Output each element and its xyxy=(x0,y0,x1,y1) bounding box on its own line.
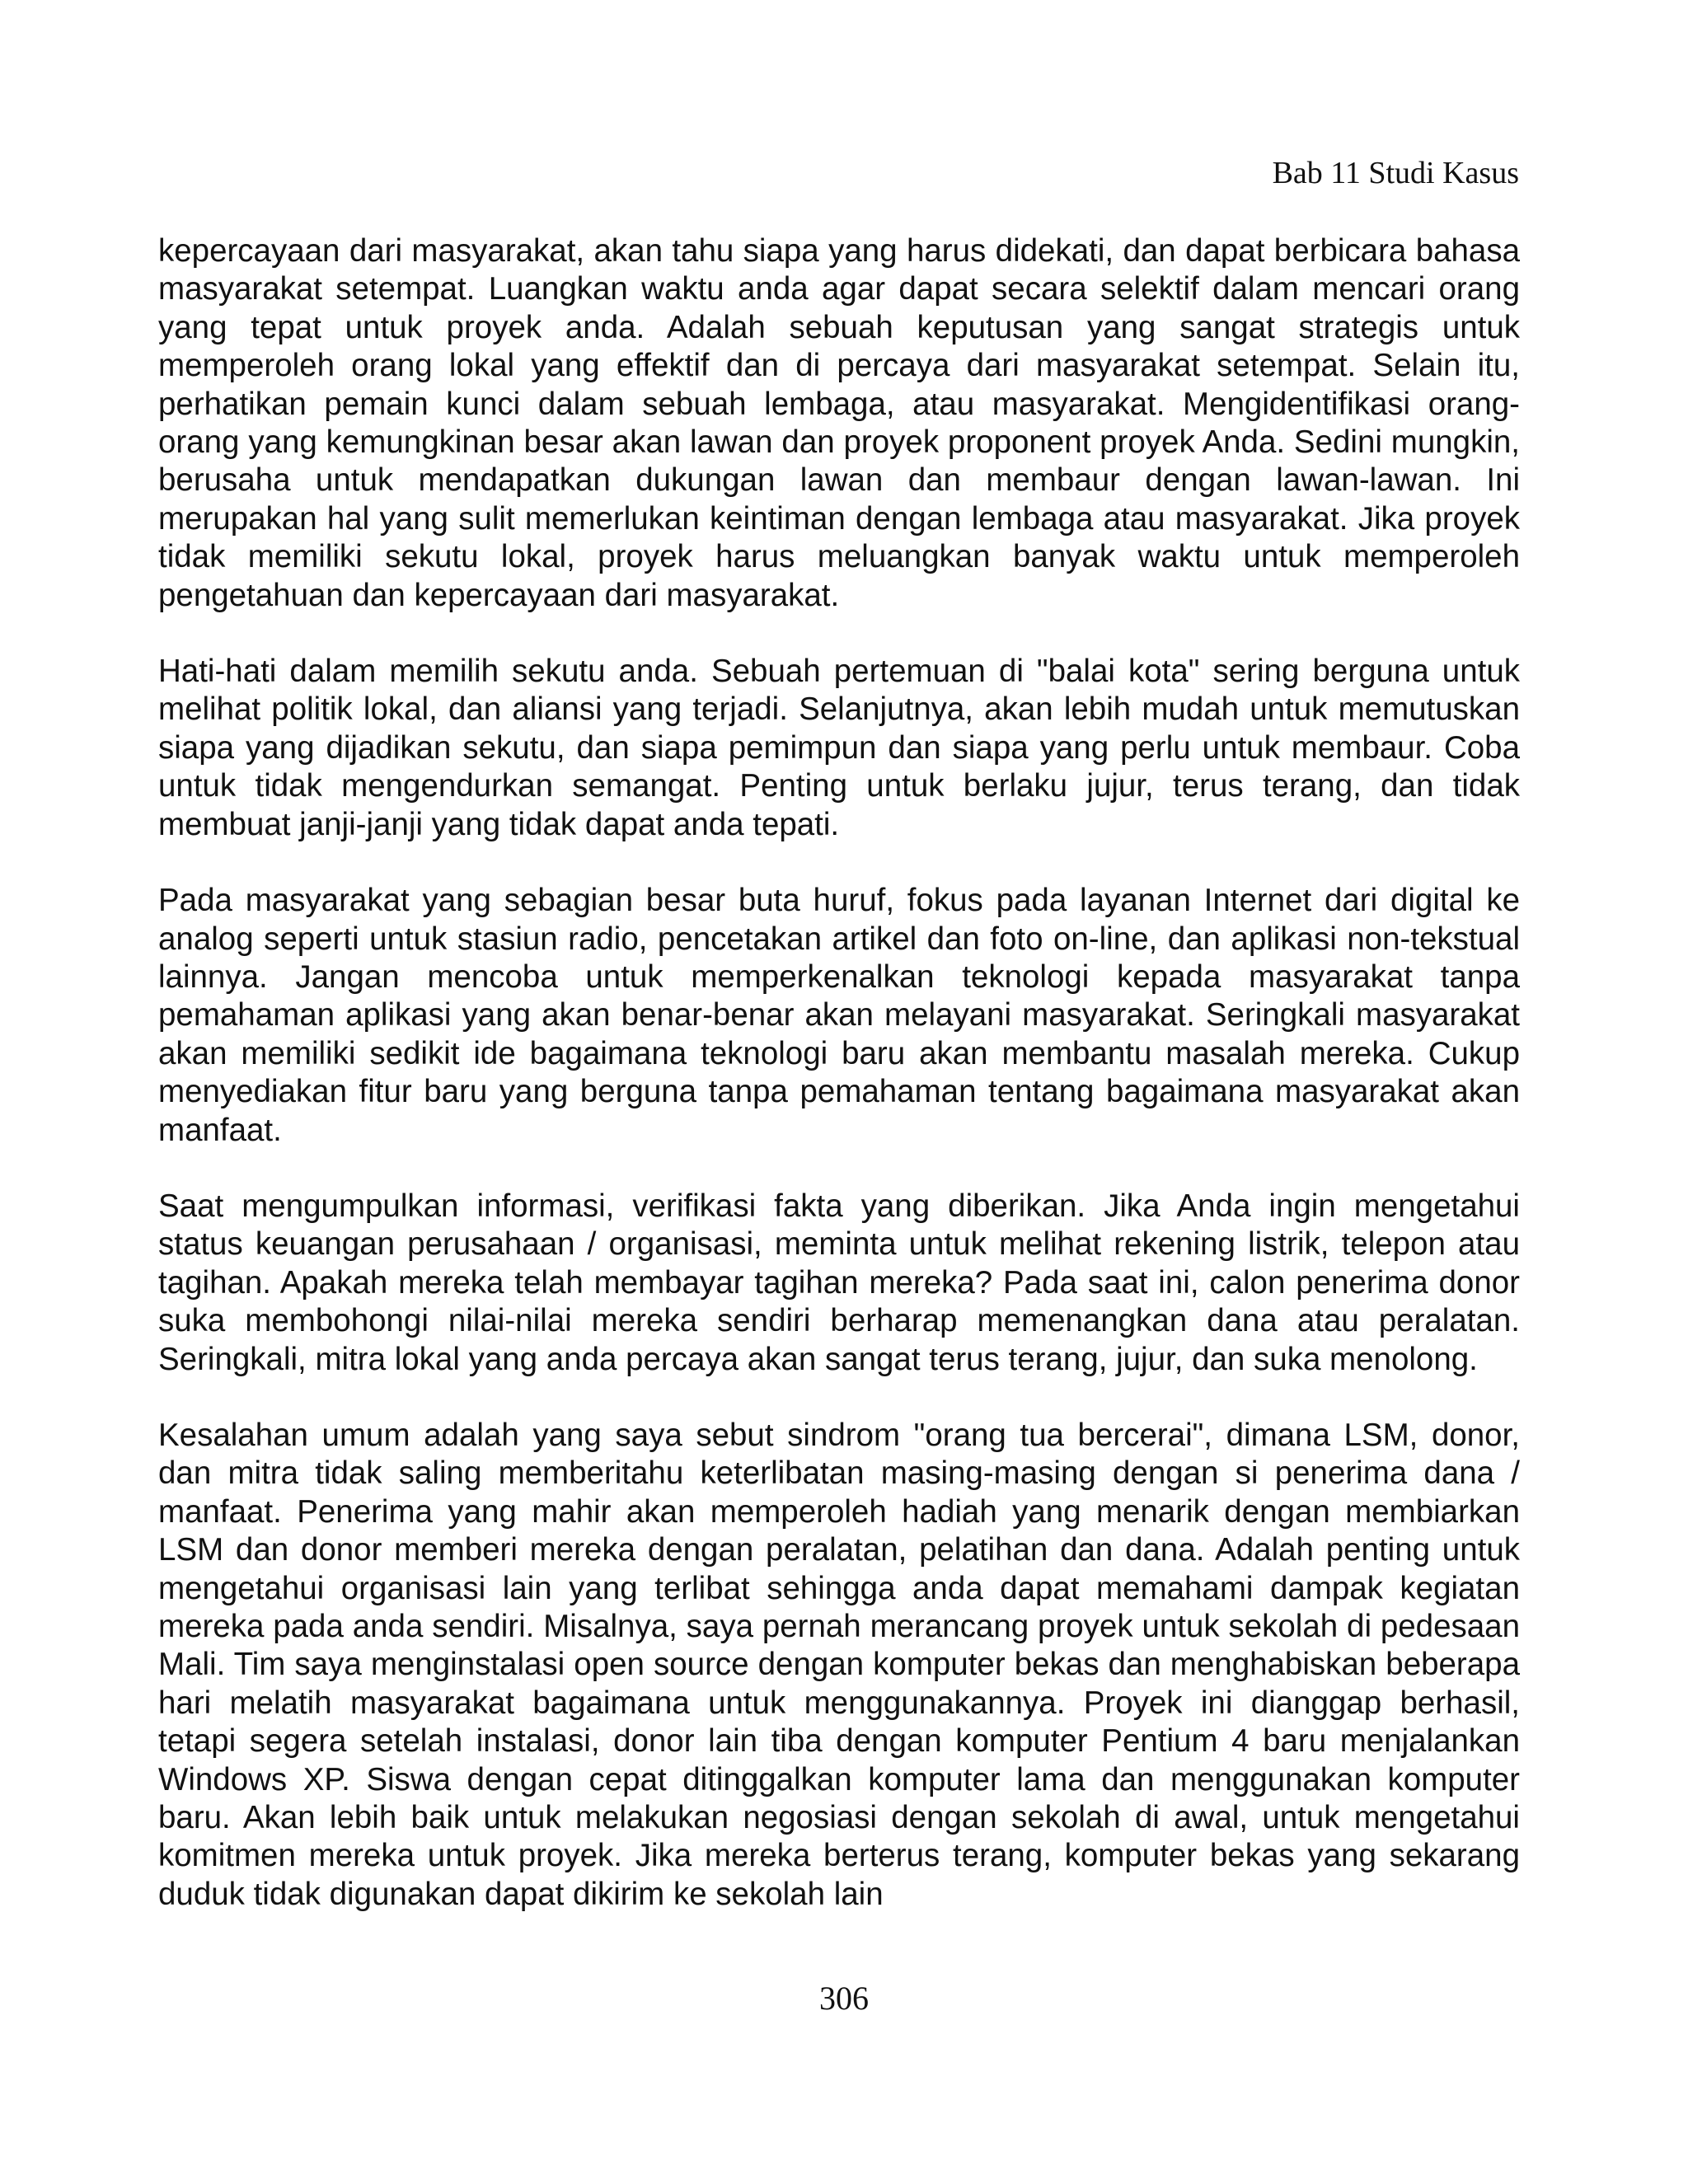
paragraph-3: Pada masyarakat yang sebagian besar buta huruf, fokus pada layanan Internet dari digital ke analog seperti untuk stasiun radio, pencetakan artikel dan foto on-line, dan aplikasi non-tekstual lainnya. Jangan mencoba untuk memperkenalkan teknologi kepada masyarakat tanpa pemahaman aplikasi yang akan benar-benar akan melayani masyarakat. Seringkali masyarakat akan memiliki sedikit ide bagaimana teknologi baru akan membantu masalah mereka. Cukup menyediakan fitur baru yang berguna tanpa pemahaman tentang bagaimana masyarakat akan manfaat. xyxy=(158,883,1520,1148)
paragraph-1: kepercayaan dari masyarakat, akan tahu siapa yang harus didekati, dan dapat berbicara bahasa masyarakat setempat. Luangkan waktu anda agar dapat secara selektif dalam mencari orang yang tepat untuk proyek anda. Adalah sebuah keputusan yang sangat strategis untuk memperoleh orang lokal yang effektif dan di percaya dari masyarakat setempat. Selain itu, perhatikan pemain kunci dalam sebuah lembaga, atau masyarakat. Mengidentifikasi orang-orang yang kemungkinan besar akan lawan dan proyek proponent proyek Anda. Sedini mungkin, berusaha untuk mendapatkan dukungan lawan dan membaur dengan lawan-lawan. Ini merupakan hal yang sulit memerlukan keintiman dengan lembaga atau masyarakat. Jika proyek tidak memiliki sekutu lokal, proyek harus meluangkan banyak waktu untuk memperoleh pengetahuan dan kepercayaan dari masyarakat. xyxy=(158,233,1520,613)
running-header: Bab 11 Studi Kasus xyxy=(1272,156,1519,190)
body-text xyxy=(158,232,1520,1914)
paragraph-4: Saat mengumpulkan informasi, verifikasi fakta yang diberikan. Jika Anda ingin mengetahui status keuangan perusahaan / organisasi, meminta untuk melihat rekening listrik, telepon atau tagihan. Apakah mereka telah membayar tagihan mereka? Pada saat ini, calon penerima donor suka membohongi nilai-nilai mereka sendiri berharap memenangkan dana atau peralatan. Seringkali, mitra lokal yang anda percaya akan sangat terus terang, jujur, dan suka menolong. xyxy=(158,1188,1520,1377)
page-number: 306 xyxy=(819,1980,869,2017)
paragraph-2: Hati-hati dalam memilih sekutu anda. Sebuah pertemuan di "balai kota" sering berguna untuk melihat politik lokal, dan aliansi yang terjadi. Selanjutnya, akan lebih mudah untuk memutuskan siapa yang dijadikan sekutu, dan siapa pemimpun dan siapa yang perlu untuk membaur. Coba untuk tidak mengendurkan semangat. Penting untuk berlaku jujur, terus terang, dan tidak membuat janji-janji yang tidak dapat anda tepati. xyxy=(158,654,1520,842)
paragraph-5: Kesalahan umum adalah yang saya sebut sindrom "orang tua bercerai", dimana LSM, donor, dan mitra tidak saling memberitahu keterlibatan masing-masing dengan si penerima dana / manfaat. Penerima yang mahir akan memperoleh hadiah yang menarik dengan membiarkan LSM dan donor memberi mereka dengan peralatan, pelatihan dan dana. Adalah penting untuk mengetahui organisasi lain yang terlibat sehingga anda dapat memahami dampak kegiatan mereka pada anda sendiri. Misalnya, saya pernah merancang proyek untuk sekolah di pedesaan Mali. Tim saya menginstalasi open source dengan komputer bekas dan menghabiskan beberapa hari melatih masyarakat bagaimana untuk menggunakannya. Proyek ini dianggap berhasil, tetapi segera setelah instalasi, donor lain tiba dengan komputer Pentium 4 baru menjalankan Windows XP. Siswa dengan cepat ditinggalkan komputer lama dan menggunakan komputer baru. Akan lebih baik untuk melakukan negosiasi dengan sekolah di awal, untuk mengetahui komitmen mereka untuk proyek. Jika mereka berterus terang, komputer bekas yang sekarang duduk tidak digunakan dapat dikirim ke sekolah lain xyxy=(158,1417,1520,1912)
